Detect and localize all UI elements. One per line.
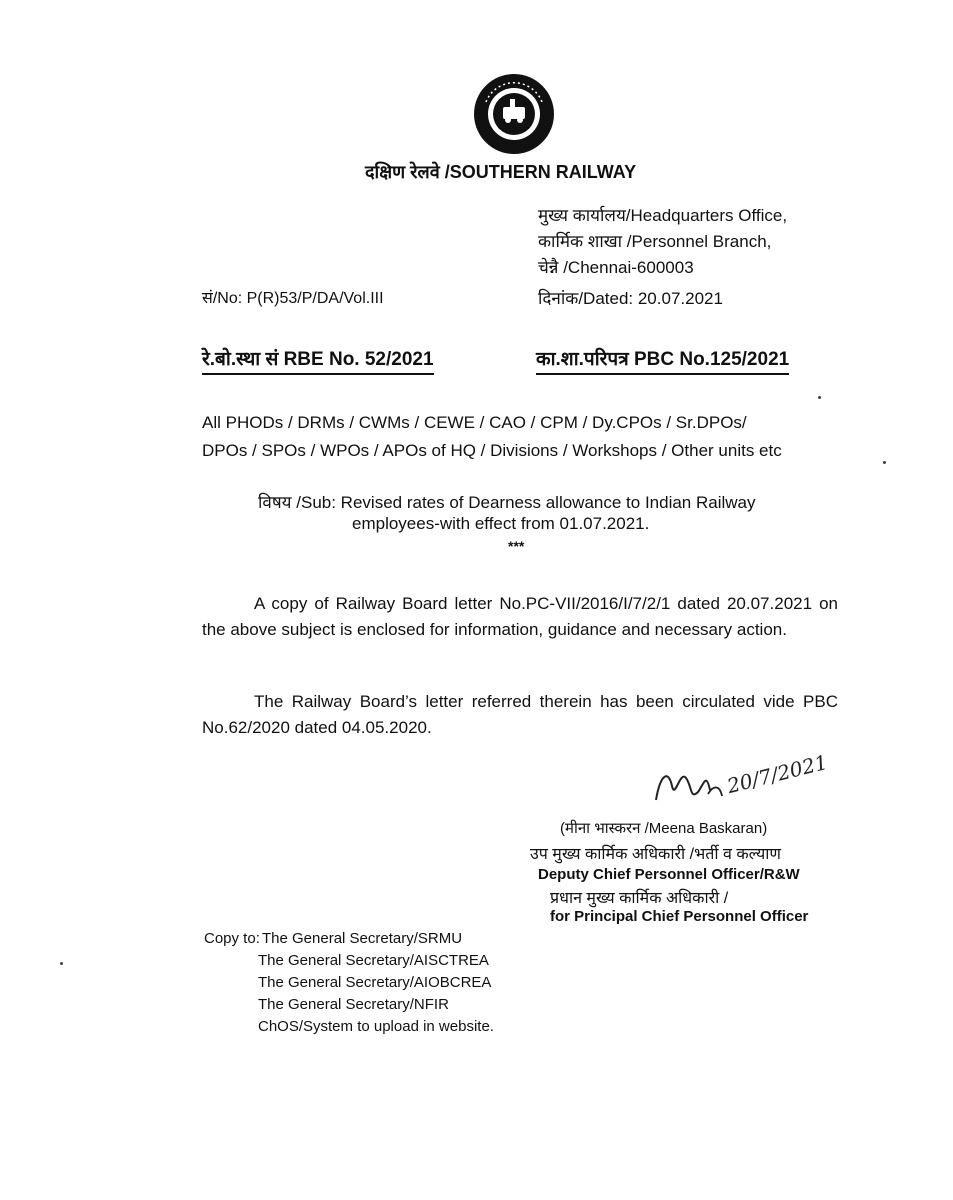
body-paragraph: A copy of Railway Board letter No.PC-VII/2016/I/7/2/1 dated 20.07.2021 on the above subject is enclosed for information, guidance and necessary action.: [202, 594, 838, 639]
copy-to-item: ChOS/System to upload in website.: [258, 1018, 494, 1035]
copy-to-item: The General Secretary/NFIR: [258, 996, 449, 1013]
scan-speck: [60, 962, 63, 965]
indian-railways-logo: [472, 72, 556, 156]
body-paragraph: The Railway Board’s letter referred therein has been circulated vide PBC No.62/2020 dated 04.05.2020.: [202, 692, 838, 737]
recipients-line: DPOs / SPOs / WPOs / APOs of HQ / Divisions / Workshops / Other units etc: [202, 441, 782, 460]
address-line: चेन्नै /Chennai-600003: [538, 258, 694, 277]
for-english: for Principal Chief Personnel Officer: [550, 908, 809, 925]
subject-line: employees-with effect from 01.07.2021.: [352, 514, 650, 533]
for-hindi: प्रधान मुख्य कार्मिक अधिकारी /: [550, 890, 729, 907]
scan-speck: [818, 396, 821, 399]
copy-to-item: The General Secretary/AISCTREA: [258, 952, 489, 969]
copy-to-item: The General Secretary/SRMU: [262, 930, 463, 947]
copy-to-item: The General Secretary/AIOBCREA: [258, 974, 492, 991]
handwritten-signature: [650, 749, 830, 820]
copy-to-label: Copy to:: [204, 930, 260, 947]
rbe-number: रे.बो.स्था सं RBE No. 52/2021: [202, 345, 434, 375]
scan-speck: [883, 461, 886, 464]
recipients-line: All PHODs / DRMs / CWMs / CEWE / CAO / CPM / Dy.CPOs / Sr.DPOs/: [202, 413, 747, 432]
date: दिनांक/Dated: 20.07.2021: [538, 289, 723, 308]
designation-hindi: उप मुख्य कार्मिक अधिकारी /भर्ती व कल्याण: [530, 846, 781, 863]
signatory-name: (मीना भास्करन /Meena Baskaran): [560, 820, 768, 837]
organization-title: दक्षिण रेलवे /SOUTHERN RAILWAY: [365, 162, 637, 182]
reference-number: सं/No: P(R)53/P/DA/Vol.III: [202, 290, 384, 307]
subject-line: विषय /Sub: Revised rates of Dearness allowance to Indian Railway: [258, 493, 756, 512]
pbc-number: का.शा.परिपत्र PBC No.125/2021: [536, 345, 789, 375]
signature-date: 20/7/2021: [724, 749, 830, 799]
designation-english: Deputy Chief Personnel Officer/R&W: [538, 866, 800, 883]
separator: ***: [508, 538, 525, 554]
address-line: कार्मिक शाखा /Personnel Branch,: [538, 232, 772, 251]
address-line: मुख्य कार्यालय/Headquarters Office,: [538, 206, 788, 225]
